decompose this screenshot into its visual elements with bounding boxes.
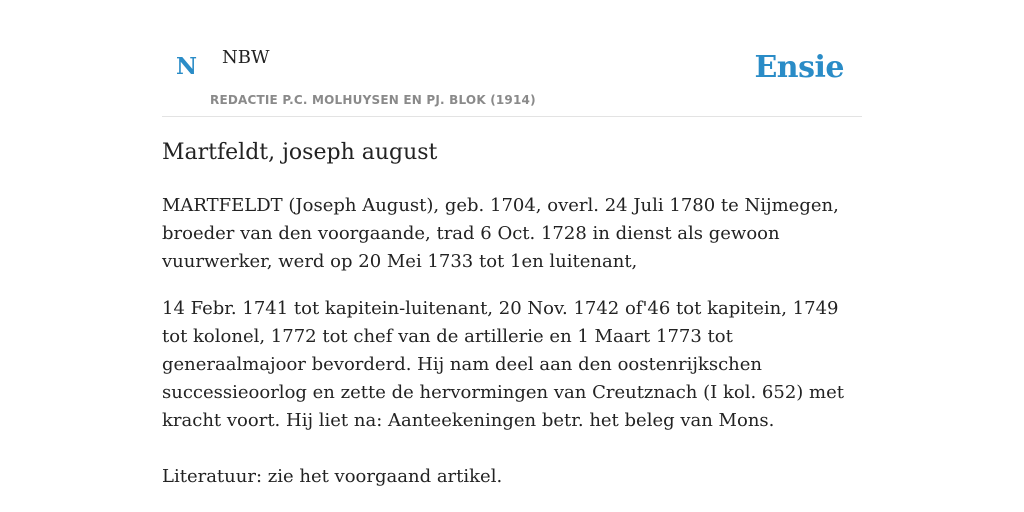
brand-logo[interactable]: Ensie [754,50,844,85]
article-paragraph: MARTFELDT (Joseph August), geb. 1704, overl. 24 Juli 1780 te Nijmegen, broeder van den voorgaande, trad 6 Oct. 1728 in dienst als gewoon vuurwerker, werd op 20 Mei 1733 tot 1en luitenant, [162,195,839,272]
source-logo[interactable]: N [176,53,198,80]
article-page [162,0,862,487]
article-body [162,192,862,510]
source-header [162,0,862,117]
literature-note: Literatuur: zie het voorgaand artikel. [162,466,503,487]
source-name[interactable]: NBW [222,47,270,68]
source-subtitle: REDACTIE P.C. MOLHUYSEN EN PJ. BLOK (1914) [210,93,536,107]
article-title: Martfeldt, joseph august [162,140,438,165]
article-paragraph: 14 Febr. 1741 tot kapitein-luitenant, 20 Nov. 1742 of'46 tot kapitein, 1749 tot kolonel, 1772 tot chef van de artillerie en 1 Maart 1773 tot generaalmajoor bevorderd. Hij nam deel aan den oostenrijkschen successieoorlog en zette de hervormingen van Creutznach (I kol. 652) met kracht voort. Hij liet na: Aanteekeningen betr. het beleg van Mons. [162,298,844,431]
